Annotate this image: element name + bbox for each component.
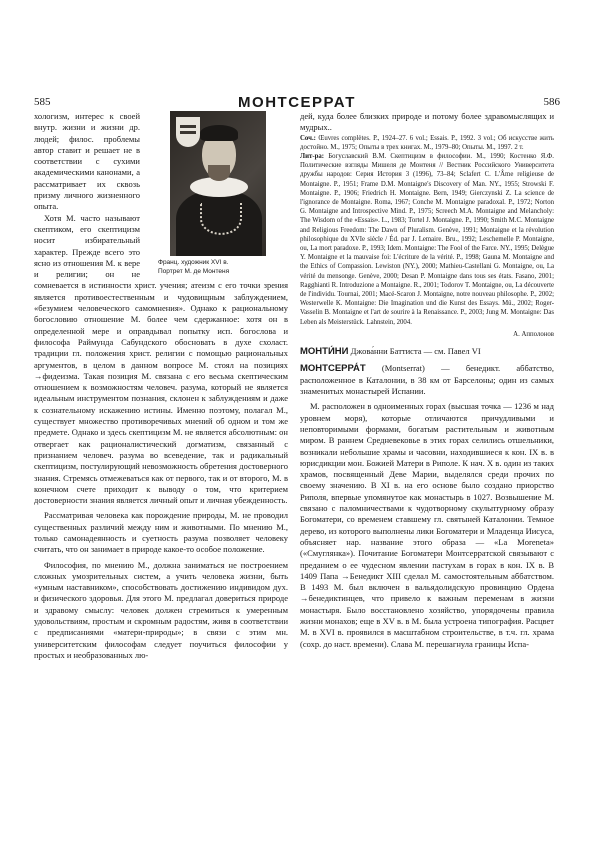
page-header	[34, 96, 560, 112]
figure-caption-line1: Франц. художник XVI в.	[158, 259, 229, 266]
paragraph: Рассматривая человека как порождение природы, М. не проводил существенных различий между ним и животными. По мнению М., только самонадеянность и суетность разума позволяет человеку считать, что он занимает в природе какое-то особое положение.	[34, 510, 288, 555]
figure-caption-line2: Портрет М. де Монтеня	[158, 267, 230, 275]
portrait-figure	[148, 111, 288, 276]
literature-list	[300, 152, 554, 327]
entry-headword: МОНТИ́НИ	[300, 346, 349, 358]
literature-text: Богуславский В.М. Скептицизм в философии. М., 1990; Костенко Я.Ф. Политические взгляды Мишеля де Монтеня // Вестник Российского Университета дружбы народов: Серия История 3 (1996), 73–84; Sclafert C. L'Âme religieuse de Montaigne. P., 1951; Frame D.M. Montaigne's Discovery of Man. NY., 1955; Strowski F. Montaigne. P., 1906; Friedrich H. Montaigne. Bern, 1949; Gierczynski Z. La science de l'ignorance de Montaigne. Roma, 1967; Conche M. Montaigne paradoxal. P., 1972; Norton G. Montaigne and Introspective Mind. P., 1975; Screech M.A. Montaigne and Melancholy: The Wisdom of the «Essais». L., 1983; Tortel J. Montaigne. P., 1990; Smith M.C. Montaigne and Religious Freedom: The Dawn of Pluralism. Genève, 1991; Montaigne et la révolution philosophique du XVIe siècle / Éd. par J. Lemaire. Bru., 1992; Leschemelle P. Montaigne, ou, La mort paradoxe. P., 1993; Idem. Montaigne: The Fool of the Farce. NY., 1995; Delègue Y. Montaigne et la mauvaise foi: L'écriture de la vérité. P., 1998; Gauna M. Montaigne and the Ethics of Compassion. Lewiston (NY.), 2000; Mathieu-Castellani G. Montaigne, ou, La vérité du mensonge. Genève, 2000; Desan P. Montaigne dans tous ses états. Fasano, 2001; Ragghianti R. Introduzione a Montaigne. R., 2001; Todorov T. Montaigne, ou, La découverte de l'individu. Tournai, 2001; Macé-Scaron J. Montaigne, notre nouveau philosophe. P., 2002; Westerwelle K. Montaigne: Die Imagination und die Kunst des Essays. Mü., 2002; Roger-Vasselin B. Montaigne et l'art de sourire à la Renaissance. P., 2003; Jung M. Montaigne: Das Leben als Meisterstück. Lahnstein, 2004.	[300, 153, 554, 326]
entry-headword: МОНТСЕРРА́Т	[300, 363, 366, 375]
entry-montini	[300, 346, 554, 357]
entry-text: (Montserrat) — бенедикт. аббатство, расположенное в Каталонии, в 38 км от Барселоны; один из самых знаменитых монастырей Испании.	[300, 363, 554, 397]
article-author: А. Апполонов	[513, 330, 554, 338]
works-text: Œuvres complètes. P., 1924–27. 6 vol.; Essais. P., 1992. 3 vol.; Об искусстве жить достойно. М., 1975; Опыты в трех книгах. М., 1979–80; Опыты. М., 1997. 2 т.	[300, 134, 554, 151]
entry-text: Джова́нни Баттиста — см. Павел VI	[348, 346, 481, 357]
page-number-right: 586	[543, 96, 560, 108]
coat-of-arms-icon	[176, 117, 200, 147]
paragraph: Философия, по мнению М., должна заниматься не построением сложных умозрительных систем, а учить человека жизни, быть «умным наставником», способствовать достижению индивидом дух. и физического здоровья. Для этого М. предлагал довериться природе и здравому смыслу: человек должен стремиться к умеренным удовольствиям, простым и скромным радостям, живя в соответствии с предписаниями «матери-природы»; в связи с этим мн. университетским философам следует поучиться философии у простых и необразованных лю-	[34, 559, 288, 660]
page-number-left: 585	[34, 96, 51, 108]
literature-label: Лит-ра:	[300, 153, 325, 160]
running-title: МОНТСЕРРАТ	[238, 94, 356, 111]
right-column	[300, 111, 554, 801]
montaigne-portrait-image	[170, 111, 266, 256]
entry-montserrat	[300, 363, 554, 397]
works-label: Соч.:	[300, 134, 316, 142]
paragraph: Хотя М. часто называют скептиком, его скептицизм носит избирательный характер. Прежде всего это ясно из отношения М. к вере и религии; он не сомневается в истинности христ. учения; атеизм с его точки зрения является противоестественным и чудовищным заблуждением, «безумием человеческого самомнения». Однако к рациональному богословию отношение М. более чем сдержанное: хотя он в определенной мере и оправдывал попытку исп. богослова и философа Раймунда Сабундского обосновать в духе схоласт. традиции гл. положения христ. религии с помощью рациональных аргументов, в целом в данном вопросе М. стоял на позициях →фидеизма. Такая позиция М. связана с его весьма скептическим отношением к возможностям человеч. разума, который не является идеальным инструментом познания, склонен к заблуждениям и даже к сознательному искажению истины. Именно поэтому, полагал М., существует множество противоречивых мнений об одном и том же предмете. Однако и здесь скептицизм М. не является абсолютным: он отвергает как рационалистический догматизм, связанный с признанием человеч. разума во всеведение, так и радикальный скептицизм, постулирующий невозможность обретения достоверного знания. Стремясь отмежеваться как от первого, так и от второго, М. в конечном счете приходит к выводу о том, что критерием достоверности знания является личный опыт и личная убежденность.	[34, 212, 288, 506]
left-column	[34, 111, 288, 801]
paragraph: дей, куда более близких природе и потому более здравомыслящих и мудрых..	[300, 111, 554, 133]
figure-caption	[148, 259, 288, 276]
works-list	[300, 134, 554, 152]
paragraph: М. расположен в одноименных горах (высшая точка — 1236 м над уровнем моря), которые отличаются причудливыми и неповторимыми формами, богатым растительным и животным миром. В раннем Средневековье в этих горах селились отшельники, возникали небольшие храмы и часовни, находившиеся к кон. IX в. в юрисдикции мон. Божией Матери в Риполе. К нач. X в. один из таких храмов, посвященный Деве Марии, выделялся среди прочих по своему значению. В XI в. на его основе было создано приорство Риполя, впервые упомянутое как монастырь в 1027. Возвышение М. связано с паломничествами к чудотворному скульптурному образу Богоматери, со временем ставшему гл. святыней Каталонии. Темное дерево, из которого выполнены лики Богоматери и Младенца Иисуса, объясняет нар. название этого образа — «La Moreneta» («Смуглянка»). Почитание Богоматери Монтсерратской связывают с преданием о ее чудесном явлении пастухам в горах в кон. IX в. В 1409 Папа →Бенедикт XIII сделал М. самостоятельным аббатством. В 1493 М. был включен в вальядолидскую провинцию Ордена →бенедиктинцев, что привело к важным переменам в жизни монастыря. Было восстановлено хозяйство, упорядочены правила жизни монахов; еще в XV в. в М. была устроена типография. Расцвет М. в XVI в. проявился в масштабном строительстве, в т.ч. гл. храма (сохр. до наст. времени). Слава М. перешагнула границы Испа-	[300, 401, 554, 649]
paragraph: хологизм, интерес к своей внутр. жизни и жизни др. людей; филос. проблемы автор ставит и решает не в соответствии с сухими академическими канонами, а рассматривает их сквозь призму личного жизненного опыта.	[34, 111, 140, 212]
